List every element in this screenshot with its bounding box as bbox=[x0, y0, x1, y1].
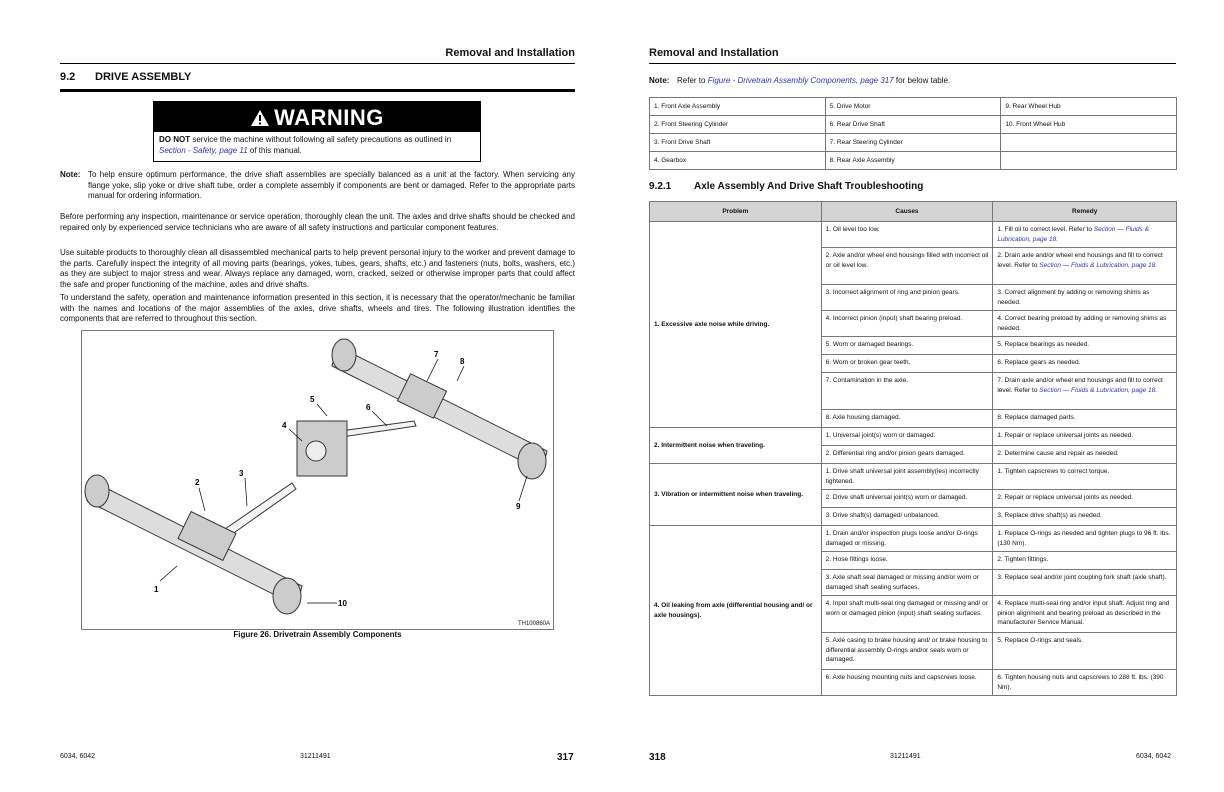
cause-cell: 2. Hose fittings loose. bbox=[821, 552, 993, 570]
page-318 bbox=[612, 0, 1224, 792]
note-label: Note: bbox=[649, 76, 670, 85]
note-block bbox=[649, 76, 1176, 87]
component-cell: 8. Rear Axle Assembly bbox=[825, 152, 1001, 170]
component-cell: 4. Gearbox bbox=[650, 152, 826, 170]
table-row bbox=[650, 152, 1177, 170]
components-table bbox=[649, 97, 1177, 170]
remedy-cell bbox=[993, 526, 1177, 552]
header-rule bbox=[60, 63, 575, 64]
warning-text bbox=[154, 132, 480, 161]
problem-cell: 3. Vibration or intermittent noise when traveling. bbox=[650, 464, 822, 526]
paragraph: Use suitable products to thoroughly clean all disassembled mechanical parts to help prevent personal injury to the worker and prevent damage to the parts. Carefully inspect the integrity of all moving parts (bearings, yokes, tubes, gears, shafts, etc.) and fasteners (nuts, bolts, washers, etc.) as they are subject to major stress and wear. Always replace any damaged, worn, cracked, seized or otherwise improper parts that could affect the safe and proper functioning of the machine, axles and drive shafts. bbox=[60, 248, 575, 289]
cause-cell: 6. Worn or broken gear teeth. bbox=[821, 355, 993, 373]
warning-header bbox=[154, 102, 480, 132]
cause-cell: 2. Axle and/or wheel end housings filled with incorrect oil or oil level low. bbox=[821, 248, 993, 285]
figure-id: TH100860A bbox=[517, 621, 550, 627]
paragraph: Before performing any inspection, maintenance or service operation, thoroughly clean the unit. The axles and drive shafts should be checked and repaired only by experienced service technicians who are aware of all safety instructions and particular component features. bbox=[60, 212, 575, 232]
cause-cell: 1. Oil level too low. bbox=[821, 222, 993, 248]
component-cell bbox=[1001, 152, 1177, 170]
remedy-cell bbox=[993, 552, 1177, 570]
cause-cell: 7. Contamination in the axle. bbox=[821, 373, 993, 410]
component-cell: 6. Rear Drive Shaft bbox=[825, 116, 1001, 134]
section-title: DRIVE ASSEMBLY bbox=[95, 71, 192, 83]
section-heading bbox=[60, 71, 191, 83]
figure-caption: Figure 26. Drivetrain Assembly Components bbox=[233, 630, 402, 639]
remedy-text: 2. Repair or replace universal joints as needed. bbox=[997, 494, 1134, 501]
remedy-cell bbox=[993, 508, 1177, 526]
cause-cell: 2. Drive shaft universal joint(s) worn or damaged. bbox=[821, 490, 993, 508]
component-cell: 9. Rear Wheel Hub bbox=[1001, 98, 1177, 116]
callout-10: 10 bbox=[338, 599, 347, 608]
remedy-cell bbox=[993, 490, 1177, 508]
safety-section-link[interactable]: Section - Safety, page 11 bbox=[159, 145, 248, 155]
footer-doc-number: 31211491 bbox=[300, 753, 331, 760]
component-cell: 7. Rear Steering Cylinder bbox=[825, 134, 1001, 152]
remedy-cell bbox=[993, 248, 1177, 285]
header-problem: Problem bbox=[650, 202, 822, 222]
header-rule bbox=[649, 63, 1176, 64]
problem-cell: 2. Intermittent noise when traveling. bbox=[650, 428, 822, 464]
callout-5: 5 bbox=[310, 395, 315, 404]
note-text-lead: Refer to bbox=[677, 76, 708, 85]
remedy-text: 1. Repair or replace universal joints as needed. bbox=[997, 432, 1134, 439]
callout-6: 6 bbox=[366, 403, 371, 412]
remedy-text: 1. Tighten capscrews to correct torque. bbox=[997, 468, 1110, 475]
remedy-text: 1. Replace O-rings as needed and tighten plugs to 96 ft. lbs. (130 Nm). bbox=[997, 530, 1171, 547]
note-label: Note: bbox=[60, 170, 81, 179]
callout-7: 7 bbox=[434, 350, 439, 359]
note-text-tail: for below table. bbox=[893, 76, 951, 85]
fluids-lubrication-link[interactable]: Section — Fluids & Lubrication, page 18. bbox=[1039, 261, 1158, 269]
table-row bbox=[650, 222, 1177, 248]
figure-link[interactable]: Figure - Drivetrain Assembly Components, page 317 bbox=[707, 76, 894, 85]
footer-doc-number: 31211491 bbox=[890, 753, 921, 760]
callout-8: 8 bbox=[460, 357, 465, 366]
note-block bbox=[60, 170, 575, 202]
note-text bbox=[677, 76, 1176, 87]
remedy-cell bbox=[993, 446, 1177, 464]
remedy-cell bbox=[993, 633, 1177, 670]
component-cell: 2. Front Steering Cylinder bbox=[650, 116, 826, 134]
subsection-title: Axle Assembly And Drive Shaft Troubleshooting bbox=[694, 181, 924, 192]
remedy-text: 3. Replace drive shaft(s) as needed. bbox=[997, 512, 1102, 519]
remedy-cell bbox=[993, 222, 1177, 248]
remedy-text: 7. Drain axle and/or wheel end housings and fill to correct level. Refer to bbox=[997, 377, 1163, 394]
remedy-cell bbox=[993, 670, 1177, 696]
cause-cell: 2. Differential ring and/or pinion gears damaged. bbox=[821, 446, 993, 464]
cause-cell: 3. Drive shaft(s) damaged/ unbalanced. bbox=[821, 508, 993, 526]
section-number: 9.2 bbox=[60, 71, 76, 83]
cause-cell: 5. Axle casing to brake housing and/ or brake housing to differential assembly O-rings and/or seals worn or damaged. bbox=[821, 633, 993, 670]
cause-cell: 5. Worn or damaged bearings. bbox=[821, 337, 993, 355]
remedy-text: 1. Fill oil to correct level. Refer to bbox=[997, 226, 1094, 233]
table-row bbox=[650, 134, 1177, 152]
remedy-text: 5. Replace bearings as needed. bbox=[997, 341, 1090, 348]
drivetrain-illustration bbox=[82, 331, 553, 629]
remedy-text: 6. Tighten housing nuts and capscrews to 288 ft. lbs. (390 Nm). bbox=[997, 674, 1164, 691]
cause-cell: 6. Axle housing mounting nuts and capscrews loose. bbox=[821, 670, 993, 696]
subsection-heading bbox=[649, 181, 923, 192]
subsection-number: 9.2.1 bbox=[649, 181, 672, 192]
remedy-cell bbox=[993, 373, 1177, 410]
table-header-row bbox=[650, 202, 1177, 222]
callout-1: 1 bbox=[154, 585, 159, 594]
remedy-text: 6. Replace gears as needed. bbox=[997, 359, 1081, 366]
troubleshooting-table bbox=[649, 201, 1177, 696]
fluids-lubrication-link[interactable]: Section — Fluids & Lubrication, page 18. bbox=[997, 226, 1150, 243]
table-row bbox=[650, 116, 1177, 134]
callout-4: 4 bbox=[282, 421, 287, 430]
remedy-cell bbox=[993, 464, 1177, 490]
remedy-cell bbox=[993, 285, 1177, 311]
cause-cell: 3. Incorrect alignment of ring and pinion gears. bbox=[821, 285, 993, 311]
table-row bbox=[650, 464, 1177, 490]
component-cell bbox=[1001, 134, 1177, 152]
page-number: 318 bbox=[649, 752, 666, 763]
problem-cell: 4. Oil leaking from axle (differential housing and/ or axle housings). bbox=[650, 526, 822, 696]
footer-models: 6034, 6042 bbox=[60, 753, 96, 760]
cause-cell: 4. Input shaft multi-seal ring damaged or missing and/ or worn or damaged pinion (input) shaft sealing surfaces. bbox=[821, 596, 993, 633]
remedy-text: 4. Correct bearing preload by adding or removing shims as needed. bbox=[997, 315, 1167, 332]
warning-lead: DO NOT bbox=[159, 135, 191, 144]
callout-3: 3 bbox=[239, 469, 244, 478]
callout-9: 9 bbox=[516, 502, 521, 511]
component-cell: 3. Front Drive Shaft bbox=[650, 134, 826, 152]
cause-cell: 1. Universal joint(s) worn or damaged. bbox=[821, 428, 993, 446]
remedy-text: 3. Replace seal and/or joint coupling fork shaft (axle shaft). bbox=[997, 574, 1167, 581]
cause-cell: 8. Axle housing damaged. bbox=[821, 410, 993, 428]
cause-cell: 1. Drive shaft universal joint assembly(ies) incorrectly tightened. bbox=[821, 464, 993, 490]
cause-cell: 4. Incorrect pinion (input) shaft bearing preload. bbox=[821, 311, 993, 337]
remedy-cell bbox=[993, 570, 1177, 596]
table-row bbox=[650, 98, 1177, 116]
remedy-cell bbox=[993, 410, 1177, 428]
header-causes: Causes bbox=[821, 202, 993, 222]
warning-box bbox=[153, 101, 481, 162]
running-head: Removal and Installation bbox=[649, 47, 779, 59]
warning-body-text: service the machine without following all safety precautions as outlined in bbox=[190, 135, 452, 144]
remedy-cell bbox=[993, 355, 1177, 373]
remedy-text: 8. Replace damaged parts. bbox=[997, 414, 1076, 421]
remedy-cell bbox=[993, 428, 1177, 446]
header-remedy: Remedy bbox=[993, 202, 1177, 222]
note-text: To help ensure optimum performance, the drive shaft assemblies are specially balanced as a unit at the factory. When servicing any flange yoke, slip yoke or drive shaft tube, order a complete assembly if components are bent or damaged. Refer to the appropriate parts manual for ordering information. bbox=[88, 170, 575, 200]
remedy-text: 3. Correct alignment by adding or removing shims as needed. bbox=[997, 289, 1150, 306]
remedy-cell bbox=[993, 596, 1177, 633]
drivetrain-figure bbox=[81, 330, 554, 630]
component-cell: 5. Drive Motor bbox=[825, 98, 1001, 116]
component-cell: 10. Front Wheel Hub bbox=[1001, 116, 1177, 134]
component-cell: 1. Front Axle Assembly bbox=[650, 98, 826, 116]
cause-cell: 3. Axle shaft seal damaged or missing and/or worn or damaged shaft sealing surfaces. bbox=[821, 570, 993, 596]
cause-cell: 1. Drain and/or inspection plugs loose and/or O-rings damaged or missing. bbox=[821, 526, 993, 552]
problem-cell: 1. Excessive axle noise while driving. bbox=[650, 222, 822, 428]
remedy-cell bbox=[993, 337, 1177, 355]
warning-body-tail: of this manual. bbox=[247, 145, 302, 155]
table-row bbox=[650, 428, 1177, 446]
footer-models: 6034, 6042 bbox=[1136, 753, 1172, 760]
callout-2: 2 bbox=[195, 478, 200, 487]
running-head: Removal and Installation bbox=[445, 47, 575, 59]
section-rule bbox=[60, 89, 575, 92]
table-row bbox=[650, 526, 1177, 552]
fluids-lubrication-link[interactable]: Section — Fluids & Lubrication, page 18. bbox=[1039, 386, 1158, 394]
remedy-cell bbox=[993, 311, 1177, 337]
paragraph: To understand the safety, operation and maintenance information presented in this section, it is necessary that the operator/mechanic be familiar with the names and locations of the major assemblies of the axles, drive shafts, wheels and tires. The following illustration identifies the components that are referred to throughout this section. bbox=[60, 293, 575, 323]
remedy-text: 2. Determine cause and repair as needed. bbox=[997, 450, 1119, 457]
page-number: 317 bbox=[557, 752, 574, 763]
remedy-text: 4. Replace multi-seal ring and/or input shaft. Adjust ring and pinion alignment and bearing preload as described in the manufacturer Service Manual. bbox=[997, 600, 1170, 626]
remedy-text: 2. Tighten fittings. bbox=[997, 556, 1049, 563]
warning-triangle-icon bbox=[250, 109, 270, 127]
remedy-text: 2. Drain axle and/or wheel end housings and fill to correct level. Refer to bbox=[997, 252, 1163, 269]
warning-title: WARNING bbox=[274, 105, 384, 130]
remedy-text: 5. Replace O-rings and seals. bbox=[997, 637, 1083, 644]
